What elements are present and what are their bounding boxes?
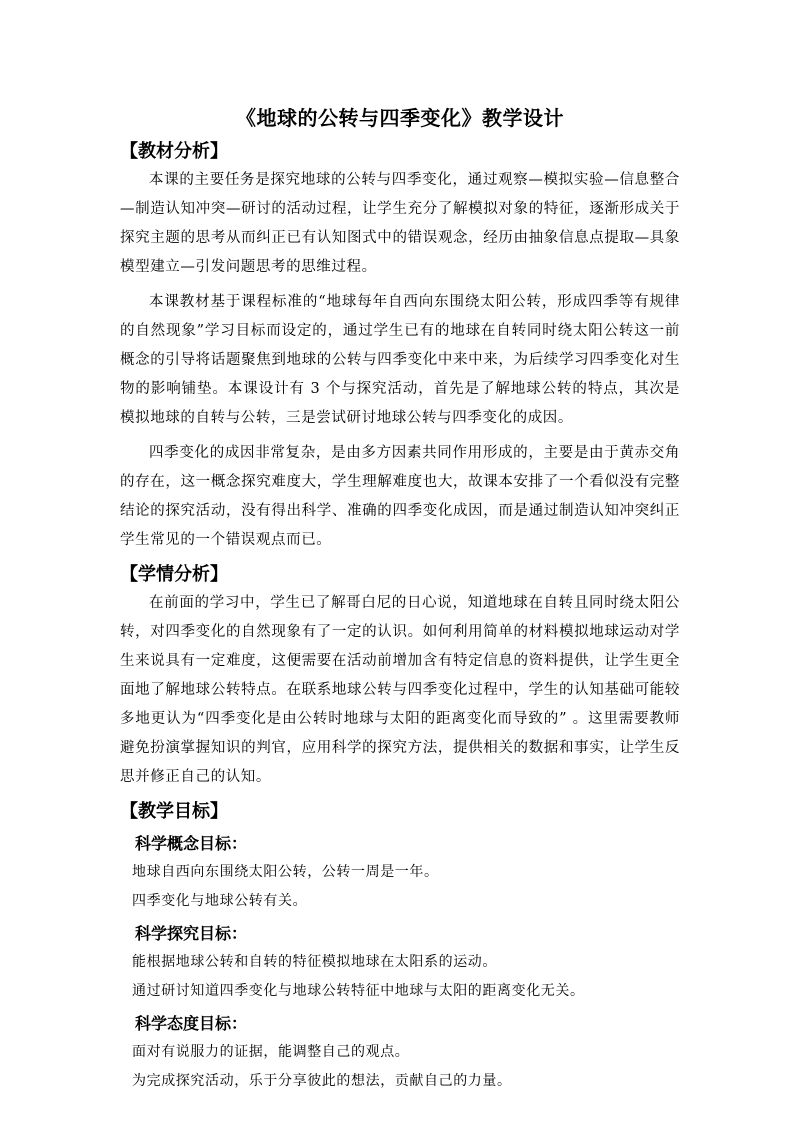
section-teaching-objectives: [120, 798, 680, 1096]
objective-group-title: 科学探究目标：: [135, 924, 248, 943]
paragraph: 本课教材基于课程标准的“地球每年自西向东围绕太阳公转，形成四季等有规律的自然现象”学习目标而设定的，通过学生已有的地球在自转同时绕太阳公转这一前概念的引导将话题聚焦到地球的公转与四季变化中来中来，为后续学习四季变化对生物的影响铺垫。本课设计有 3 个与探究活动，首先是了解地球公转的特点，其次是模拟地球的自转与公转，三是尝试研讨地球公转与四季变化的成因。: [120, 294, 680, 426]
paragraph: 本课的主要任务是探究地球的公转与四季变化，通过观察—模拟实验—信息整合—制造认知冲突—研讨的活动过程，让学生充分了解模拟对象的特征，逐渐形成关于探究主题的思考从而纠正已有认知图式中的错误观念，经历由抽象信息点提取—具象模型建立—引发问题思考的思维过程。: [120, 172, 680, 275]
section-heading: 【学情分析】: [120, 564, 228, 585]
objective-group-inquiry: [120, 920, 680, 1006]
objective-group-concept: [120, 830, 680, 916]
document-page: [120, 104, 680, 1096]
objective-group-attitude: [120, 1010, 680, 1096]
objective-item: 面对有说服力的证据，能调整自己的观点。: [132, 1044, 410, 1060]
section-textbook-analysis: [120, 138, 680, 555]
section-heading: 【教材分析】: [120, 141, 228, 162]
objective-group-title: 科学概念目标：: [135, 834, 248, 853]
objective-item: 四季变化与地球公转有关。: [132, 893, 308, 909]
objective-item: 地球自西向东围绕太阳公转，公转一周是一年。: [132, 864, 439, 880]
objective-group-title: 科学态度目标：: [135, 1014, 248, 1033]
section-heading: 【教学目标】: [120, 801, 228, 822]
objective-item: 通过研讨知道四季变化与地球公转特征中地球与太阳的距离变化无关。: [132, 983, 585, 999]
paragraph: 四季变化的成因非常复杂，是由多方因素共同作用形成的，主要是由于黄赤交角的存在，这一概念探究难度大，学生理解难度也大，故课本安排了一个看似没有完整结论的探究活动，没有得出科学、准确的四季变化成因，而是通过制造认知冲突纠正学生常见的一个错误观点而已。: [120, 445, 680, 548]
document-title: 《地球的公转与四季变化》教学设计: [236, 106, 564, 130]
section-student-analysis: [120, 561, 680, 792]
paragraph: 在前面的学习中，学生已了解哥白尼的日心说，知道地球在自转且同时绕太阳公转，对四季变化的自然现象有了一定的认识。如何利用简单的材料模拟地球运动对学生来说具有一定难度，这便需要在活动前增加含有特定信息的资料提供，让学生更全面地了解地球公转特点。在联系地球公转与四季变化过程中，学生的认知基础可能较多地更认为“四季变化是由公转时地球与太阳的距离变化而导致的” 。这里需要教师避免扮演掌握知识的判官，应用科学的探究方法，提供相关的数据和事实，让学生反思并修正自己的认知。: [120, 595, 680, 785]
objective-item: 能根据地球公转和自转的特征模拟地球在太阳系的运动。: [132, 954, 497, 970]
objective-item: 为完成探究活动，乐于分享彼此的想法，贡献自己的力量。: [132, 1073, 512, 1089]
